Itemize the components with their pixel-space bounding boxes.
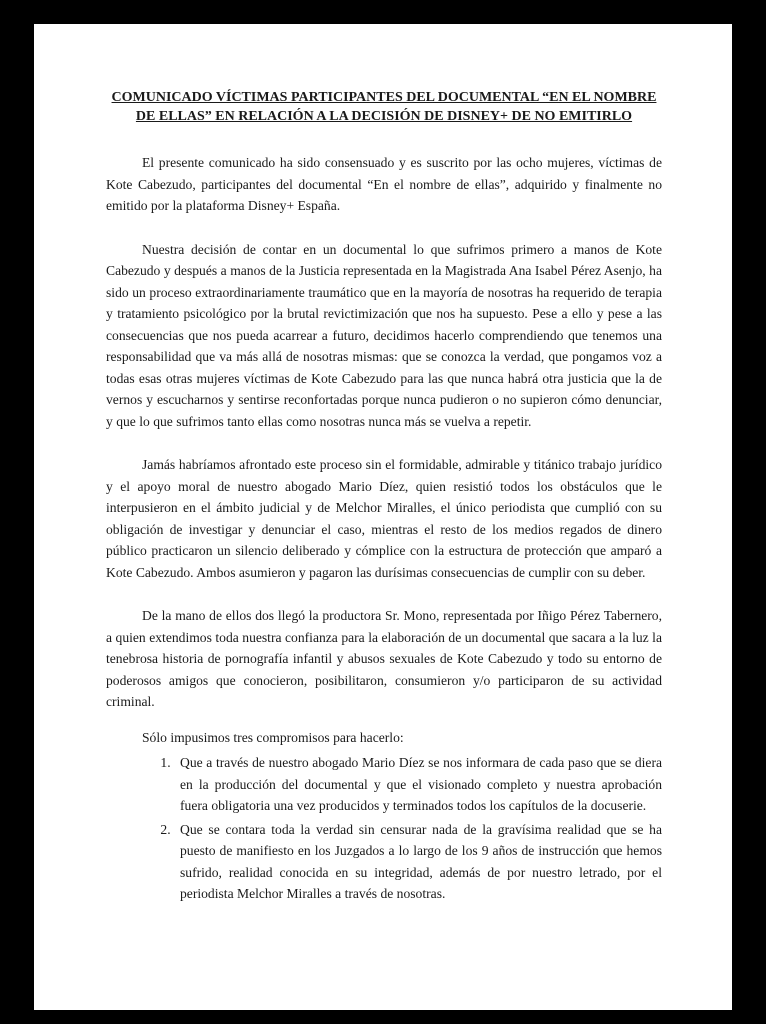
- paragraph-producer: De la mano de ellos dos llegó la productora Sr. Mono, representada por Iñigo Pérez Tabernero, a quien extendimos toda nuestra confianza para la elaboración de un documental que sacara a la luz la tenebrosa historia de pornografía infantil y abusos sexuales de Kote Cabezudo y todo su entorno de poderosos amigos que conocieron, posibilitaron, consumieron y/o participaron de su actividad criminal.: [106, 608, 662, 709]
- title-line-2: DE ELLAS” EN RELACIÓN A LA DECISIÓN DE DISNEY+ DE NO EMITIRLO: [135, 109, 633, 124]
- document-title: [106, 88, 662, 126]
- paragraph-decision: Nuestra decisión de contar en un documental lo que sufrimos primero a manos de Kote Cabezudo y después a manos de la Justicia representada en la Magistrada Ana Isabel Pérez Asenjo, ha sido un proceso extraordinariamente traumático que en la mayoría de nosotras ha requerido de terapia y tratamiento psicológico por la brutal revictimización que nos ha supuesto. Pese a ello y pese a las consecuencias que nos pueda acarrear a futuro, decidimos hacerlo comprendiendo que tenemos una responsabilidad que va más allá de nosotras mismas: que se conozca la verdad, que pongamos voz a todas esas otras mujeres víctimas de Kote Cabezudo para las que nunca habrá otra justicia que la de vernos y escucharnos y sentirse reconfortadas porque nunca pudieron o no supieron cómo denunciar, y que lo que sufrimos tanto ellas como nosotras nunca más se vuelva a repetir.: [106, 241, 662, 429]
- commitment-item-1: 1. Que a través de nuestro abogado Mario Díez se nos informara de cada paso que se diera en la producción del documental y que el visionado completo y nuestra aprobación fuera obligatoria una vez producidos y terminados todos los capítulos de la docuserie.: [174, 752, 662, 817]
- commitments-list: [106, 752, 662, 905]
- commitment-item-2: 2. Que se contara toda la verdad sin censurar nada de la gravísima realidad que se ha puesto de manifiesto en los Juzgados a lo largo de los 9 años de instrucción que hemos sufrido, realidad conocida en su integridad, además de por nuestro letrado, por el periodista Melchor Miralles a través de nosotras.: [174, 819, 662, 905]
- commitments-intro: Sólo impusimos tres compromisos para hacerlo:: [142, 729, 404, 745]
- paragraph-intro: El presente comunicado ha sido consensuado y es suscrito por las ocho mujeres, víctimas de Kote Cabezudo, participantes del documental “En el nombre de ellas”, adquirido y finalmente no emitido por la plataforma Disney+ España.: [106, 155, 662, 213]
- document-page: [34, 24, 732, 1010]
- title-line-1: COMUNICADO VÍCTIMAS PARTICIPANTES DEL DOCUMENTAL “EN EL NOMBRE: [111, 90, 657, 105]
- paragraph-acknowledgement: Jamás habríamos afrontado este proceso sin el formidable, admirable y titánico trabajo jurídico y el apoyo moral de nuestro abogado Mario Díez, quien resistió todos los obstáculos que le interpusieron en el ámbito judicial y de Melchor Miralles, el único periodista que cumplió con su obligación de investigar y denunciar el caso, mientras el resto de los medios regados de dinero público practicaron un silencio deliberado y cómplice con la estructura de protección que amparó a Kote Cabezudo. Ambos asumieron y pagaron las durísimas consecuencias de cumplir con su deber.: [106, 457, 662, 580]
